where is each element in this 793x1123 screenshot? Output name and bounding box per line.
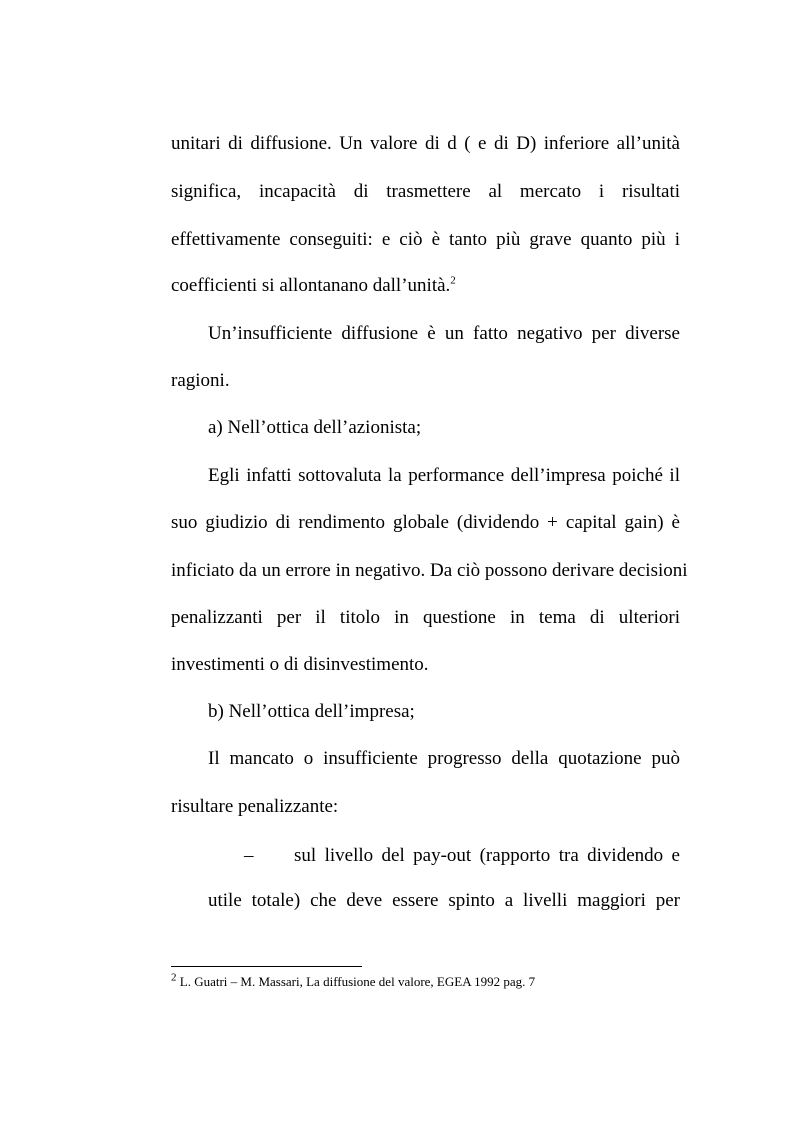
- body-line-15: risultare penalizzante:: [171, 796, 339, 817]
- bullet-line-1: sul livello del pay-out (rapporto tra dividendo e: [294, 845, 680, 866]
- body-line-1: unitari di diffusione. Un valore di d ( e di D) inferiore all’unità: [171, 133, 680, 154]
- footnote-reference: 2: [450, 274, 456, 287]
- body-line-11: penalizzanti per il titolo in questione in tema di ulteriori: [171, 607, 680, 628]
- body-line-2: significa, incapacità di trasmettere al mercato i risultati: [171, 181, 680, 202]
- body-line-12: investimenti o di disinvestimento.: [171, 654, 429, 675]
- list-heading-a: a) Nell’ottica dell’azionista;: [208, 417, 422, 438]
- body-line-5: Un’insufficiente diffusione è un fatto negativo per diverse: [208, 323, 680, 344]
- body-line-3: effettivamente conseguiti: e ciò è tanto più grave quanto più i: [171, 229, 680, 250]
- body-line-9: suo giudizio di rendimento globale (dividendo + capital gain) è: [171, 512, 680, 533]
- body-line-8: Egli infatti sottovaluta la performance dell’impresa poiché il: [208, 465, 680, 486]
- body-line-4: [171, 275, 680, 297]
- body-line-14: Il mancato o insufficiente progresso della quotazione può: [208, 748, 680, 769]
- footnote-divider: [171, 966, 362, 967]
- list-heading-b: b) Nell’ottica dell’impresa;: [208, 701, 415, 722]
- footnote-text: L. Guatri – M. Massari, La diffusione del valore, EGEA 1992 pag. 7: [176, 974, 536, 989]
- body-line-4-text: coefficienti si allontanano dall’unità.: [171, 275, 451, 296]
- bullet-line-2: utile totale) che deve essere spinto a livelli maggiori per: [208, 890, 680, 911]
- footnote: [171, 971, 536, 990]
- bullet-dash: –: [244, 845, 254, 866]
- body-line-10: inficiato da un errore in negativo. Da ciò possono derivare decisioni: [171, 560, 688, 581]
- body-line-6: ragioni.: [171, 370, 230, 391]
- footnote-number: 2: [171, 971, 177, 984]
